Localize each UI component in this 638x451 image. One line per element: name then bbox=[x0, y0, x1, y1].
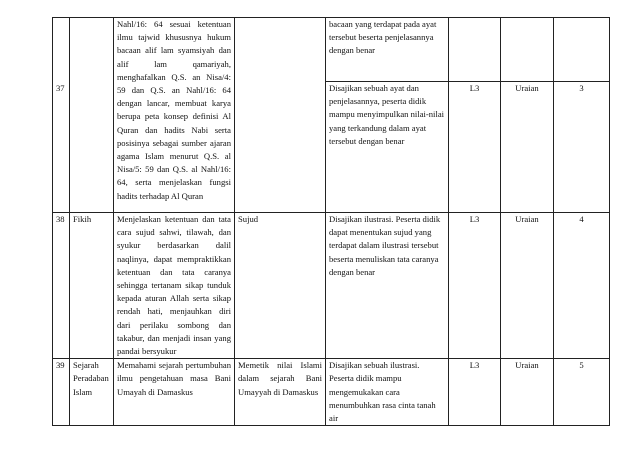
cell-level: L3 bbox=[449, 213, 501, 359]
cell-mapel: Fikih bbox=[70, 213, 114, 359]
cell-materi: Memetik nilai Islami dalam sejarah Bani Umayyah di Damaskus bbox=[235, 359, 326, 426]
cell-indikator: bacaan yang terdapat pada ayat tersebut beserta penjelasannya dengan benar bbox=[326, 18, 449, 82]
cell-mapel: Sejarah Peradaban Islam bbox=[70, 359, 114, 426]
kisi-kisi-table bbox=[52, 17, 610, 426]
cell-no: 38 bbox=[53, 213, 70, 359]
cell-kompetensi-dasar: Nahl/16: 64 sesuai ketentuan ilmu tajwid khususnya hukum bacaan alif lam syamsiyah dan alif lam qamariyah, menghafalkan Q.S. an Nisa/4: 59 dan Q.S. an Nahl/16: 64 dengan lancar, membuat karya berupa peta konsep definisi Al Quran dan hadits Nabi serta posisinya sebagai sumber ajaran agama Islam menurut Q.S. al Nisa/5: 59 dan Q.S. al Nahl/16: 64, serta menjelaskan fungsi hadits terhadap Al Quran bbox=[114, 18, 235, 213]
cell-bentuk-soal: Uraian bbox=[501, 82, 554, 213]
table-row bbox=[53, 18, 610, 82]
cell-bentuk-soal: Uraian bbox=[501, 213, 554, 359]
cell-kompetensi-dasar: Memahami sejarah pertumbuhan ilmu pengetahuan masa Bani Umayah di Damaskus bbox=[114, 359, 235, 426]
cell-mapel bbox=[70, 18, 114, 213]
cell-bentuk-soal: Uraian bbox=[501, 359, 554, 426]
cell-indikator: Disajikan ilustrasi. Peserta didik dapat menentukan sujud yang terdapat dalam ilustrasi tersebut beserta menuliskan tata caranya dengan benar bbox=[326, 213, 449, 359]
cell-no: 39 bbox=[53, 359, 70, 426]
cell-nomor-soal: 5 bbox=[554, 359, 610, 426]
cell-indikator: Disajikan sebuah ilustrasi. Peserta didik mampu mengemukakan cara menumbuhkan rasa cinta tanah air bbox=[326, 359, 449, 426]
cell-nomor-soal: 4 bbox=[554, 213, 610, 359]
cell-nomor-soal: 3 bbox=[554, 82, 610, 213]
cell-bentuk-soal bbox=[501, 18, 554, 82]
cell-level bbox=[449, 18, 501, 82]
cell-kompetensi-dasar: Menjelaskan ketentuan dan tata cara sujud sahwi, tilawah, dan syukur berdasarkan dalil naqlinya, dapat mempraktikkan ketentuan dan tata caranya sehingga tertanam sikap tunduk kepada aturan Allah serta sikap rendah hati, menjauhkan diri dari perilaku sombong dan takabur, dan menjadi insan yang pandai bersyukur bbox=[114, 213, 235, 359]
cell-materi: Sujud bbox=[235, 213, 326, 359]
row-number: 37 bbox=[56, 83, 65, 93]
cell-indikator: Disajikan sebuah ayat dan penjelasannya, peserta didik mampu menyimpulkan nilai-nilai yang terkandung dalam ayat tersebut dengan benar bbox=[326, 82, 449, 213]
cell-no bbox=[53, 18, 70, 213]
table-row bbox=[53, 359, 610, 426]
cell-nomor-soal bbox=[554, 18, 610, 82]
cell-level: L3 bbox=[449, 82, 501, 213]
cell-level: L3 bbox=[449, 359, 501, 426]
cell-materi bbox=[235, 18, 326, 213]
table-row bbox=[53, 213, 610, 359]
